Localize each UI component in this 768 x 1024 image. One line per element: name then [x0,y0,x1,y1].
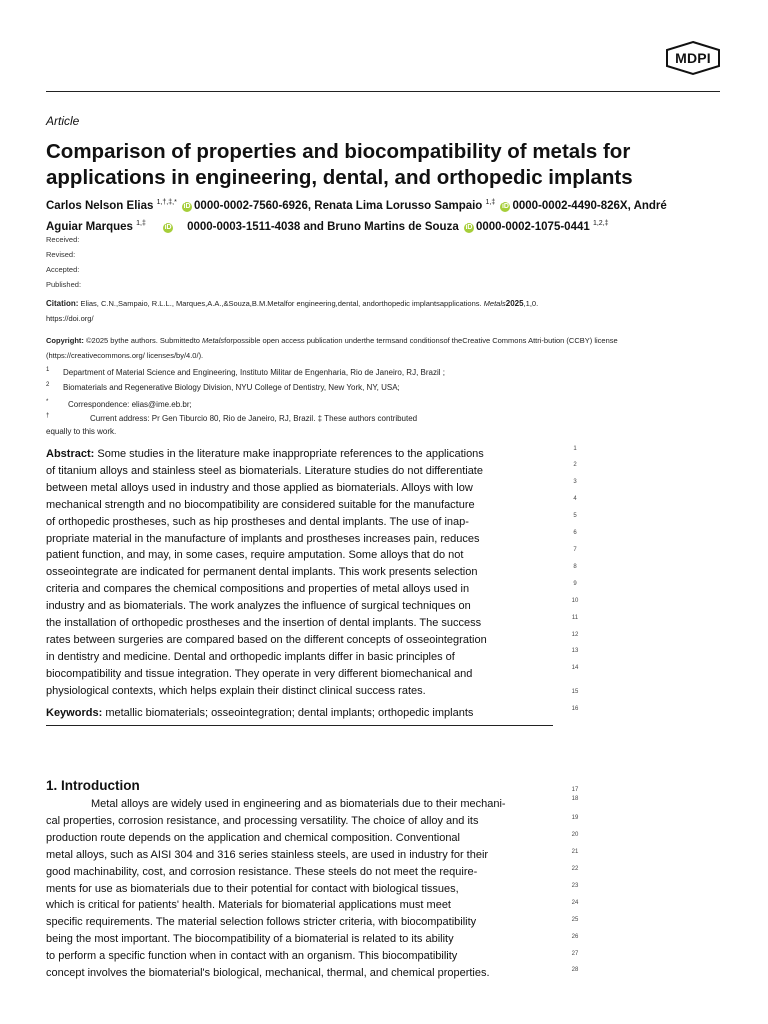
intro-line: cal properties, corrosion resistance, and processing versatility. The choice of alloy and its [46,814,479,827]
abstract-line: rates between surgeries are compared based on the different concepts of osseointegration [46,633,487,646]
affil-number: 2 [46,382,50,388]
orcid-id[interactable]: 0000-0002-7560-6926, [194,200,312,212]
orcid-icon[interactable]: iD [164,224,172,231]
intro-line: Metal alloys are widely used in engineering and as biomaterials due to their mechani- [91,798,506,810]
author-name[interactable]: Renata Lima Lorusso Sampaio [314,200,483,212]
affil-number: † [46,413,50,419]
abstract-rule [46,725,553,726]
copyright-text-2: forpossible open access publication underthe termsand conditionsof theCreative Commons Attri-bution (CCBY) license [224,336,618,345]
line-number: 15 [571,689,579,695]
orcid-icon[interactable]: iD [501,203,509,210]
intro-line: concept involves the biomaterial's biological, mechanical, thermal, and chemical properties. [46,967,490,980]
article-type: Article [46,114,80,128]
affil-text: Current address: Pr Gen Tiburcio 80, Rio de Janeiro, RJ, Brazil. ‡ These authors contributed [90,414,418,423]
affil-text: Biomaterials and Regenerative Biology Division, NYU College of Dentistry, New York, NY, USA; [63,383,400,392]
author-affil-sup: 1,†,‡,* [156,199,177,206]
abstract-line: biocompatibility and tissue integration. They operate in very different biomechanical and [46,667,473,680]
authors-and: and [303,221,324,233]
line-number: 1 [573,446,577,452]
date-published: Published: [46,280,82,289]
line-number: 26 [571,934,579,940]
line-number: 11 [571,615,579,621]
line-number: 25 [571,917,579,923]
author-affil-sup: 1,2,‡ [592,220,609,227]
affil-text[interactable]: Correspondence: elias@ime.eb.br; [68,400,192,409]
line-number: 8 [573,564,577,570]
intro-line: production route depends on the application and chemical composition. Conventional [46,831,460,844]
copyright-text: ©2025 bythe authors. Submittedto [86,336,200,345]
title-line-1: Comparison of properties and biocompatibility of metals for [46,140,631,163]
keywords-label: Keywords: [46,707,103,719]
date-received: Received: [46,235,80,244]
abstract-line: industry and as biomaterials. The work analyzes the influence of surgical techniques on [46,600,471,613]
abstract-line: criteria and compares the chemical compositions and properties of metal alloys used in [46,583,470,596]
line-number: 9 [573,581,577,587]
author-name-part[interactable]: André [633,200,667,212]
line-number: 10 [571,598,579,604]
abstract-line: propriate material in the manufacture of implants and prostheses increases pain, reduces [46,532,480,545]
line-number: 22 [571,866,579,872]
introduction-paragraph [46,796,526,982]
mdpi-logo [665,40,721,76]
citation-text: Elias, C.N.,Sampaio, R.L.L., Marques,A.A.,&Souza,B.M.Metalfor engineering,dental, andorthopedic implantsapplications. [80,299,482,308]
line-number: 14 [571,665,579,671]
copyright-journal: Metals [202,336,225,345]
affil-number: 1 [46,367,50,373]
abstract-line: osseointegrate are indicated for permanent dental implants. This work presents selection [46,566,478,579]
line-number: 13 [571,648,579,654]
abstract-line: patient function, and may, in some cases, require amputation. Some alloys that do not [46,549,464,562]
abstract-line: Abstract: Some studies in the literature make inappropriate references to the applications [46,448,484,460]
citation-journal: Metals [483,299,506,308]
line-number: 24 [571,900,579,906]
title-line-2: applications in engineering, dental, and orthopedic implants [46,166,633,189]
citation-volume: ,1,0. [523,299,539,308]
author-affil-sup: 1,‡ [485,199,496,206]
line-number: 19 [571,815,579,821]
orcid-icon[interactable]: iD [183,203,191,210]
line-number: 4 [573,496,577,502]
keywords [46,707,473,719]
abstract-line: the installation of orthopedic prostheses and the insertion of dental implants. The success [46,617,482,630]
line-number: 3 [573,479,577,485]
abstract-line: of titanium alloys and stainless steel as biomaterials. Literature studies do not differentiate [46,464,483,477]
line-number: 21 [571,849,579,855]
authors-line-2 [46,215,686,236]
license-url[interactable]: (https://creativecommons.org/ licenses/by/4.0/). [46,351,204,360]
intro-line: good machinability, cost, and corrosion resistance. These steels do not meet the require- [46,865,478,878]
abstract-line: of orthopedic prostheses, such as hip prostheses and dental implants. The use of inap- [46,515,469,528]
line-number: 28 [571,967,579,973]
date-accepted: Accepted: [46,265,80,274]
line-number: 2 [573,462,577,468]
line-number: 17 [571,787,579,793]
abstract-line: physiological contexts, which helps explain their distinct clinical success rates. [46,684,426,697]
abstract-line: in dentistry and medicine. Dental and orthopedic implants differ in basic principles of [46,650,455,663]
abstract-label: Abstract: [46,448,95,460]
line-number: 7 [573,547,577,553]
mdpi-logo-text: MDPI [675,50,711,66]
line-number: 23 [571,883,579,889]
affil-number: * [46,399,49,405]
citation-year: 2025 [505,299,524,308]
intro-line: to perform a specific function when in contact with an organism. This biocompatibility [46,950,458,963]
abstract [46,446,526,700]
paper-title [46,139,726,191]
orcid-icon[interactable]: iD [465,224,473,231]
author-name[interactable]: Bruno Martins de Souza [327,221,459,233]
intro-line: being the most important. The biocompatibility of a biomaterial is related to its ability [46,933,454,946]
line-number: 16 [571,706,579,712]
line-number: 12 [571,632,579,638]
line-number: 6 [573,530,577,536]
publication-dates [46,232,81,292]
orcid-id[interactable]: 0000-0003-1511-4038 [187,221,301,233]
copyright-block [46,333,726,363]
abstract-line: mechanical strength and no biocompatibility are considered suitable for the manufacture [46,498,475,511]
affil-text: Department of Material Science and Engineering, Instituto Militar de Engenharia, Rio de Janeiro, RJ, Brazil ; [63,368,445,377]
line-number: 5 [573,513,577,519]
citation-label: Citation: [46,299,79,308]
line-number: 20 [571,832,579,838]
author-name[interactable]: Carlos Nelson Elias [46,200,154,212]
author-affil-sup: 1,‡ [136,220,146,227]
date-revised: Revised: [46,250,76,259]
abstract-line: between metal alloys used in industry and those applied as biomaterials. Alloys with low [46,481,473,494]
citation-block [46,296,706,326]
intro-line: metal alloys, such as AISI 304 and 316 series stainless steels, are used in industry for their [46,848,489,861]
header-rule [46,91,720,92]
copyright-label: Copyright: [46,336,84,345]
line-number: 27 [571,951,579,957]
keywords-text: metallic biomaterials; osseointegration; dental implants; orthopedic implants [105,707,474,719]
citation-doi[interactable]: https://doi.org/ [46,314,94,323]
orcid-id[interactable]: 0000-0002-4490-826X, [512,200,631,212]
section-heading-introduction: 1. Introduction [46,778,140,793]
affil-tail-text: equally to this work. [46,427,117,436]
orcid-id[interactable]: 0000-0002-1075-0441 [475,221,590,233]
intro-line: which is critical for patients' health. Materials for biomaterial applications must meet [46,899,451,912]
author-name-part[interactable]: Aguiar Marques [46,221,133,233]
intro-line: specific requirements. The material selection follows stricter criteria, with biocompatibility [46,916,477,929]
authors-line-1 [46,194,686,215]
line-number: 18 [571,796,579,802]
author-list [46,194,686,236]
intro-line: ments for use as biomaterials due to their potential for contact with biological tissues, [46,882,459,895]
